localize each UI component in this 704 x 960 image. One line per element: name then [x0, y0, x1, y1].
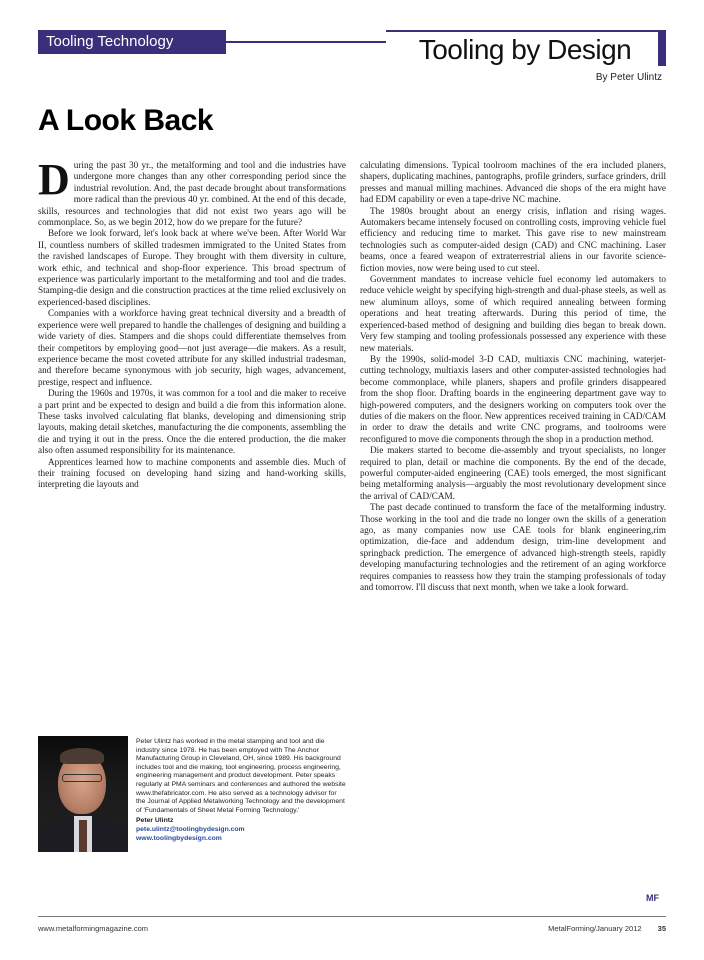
author-bio — [38, 736, 346, 912]
end-mark: MF — [646, 893, 659, 903]
footer-issue — [548, 924, 666, 933]
column-title: Tooling by Design — [386, 30, 666, 66]
paragraph: Government mandates to increase vehicle fuel economy led automakers to reduce vehicle weight by specifying high-strength and dual-phase steels, as well as new aluminum alloys, some of which required annealing between forming operations and heat treating afterwards. During this period of time, the experienced-based method of designing and building dies began to break down. Very few stamping and tooling professionals possessed any experience with these new materials. — [360, 274, 666, 353]
paragraph: By the 1990s, solid-model 3-D CAD, multiaxis CNC machining, waterjet-cutting technology, multiaxis lasers and other computer-assisted technologies had become commonplace, while planers, shapers and profile grinders disappeared from the shop floor. Drafting boards in the engineering department gave way to high-powered computers, and the designers working on computers took over the duties of die makers on the floor. New apprentices received training in CAD/CAM in order to draw the details and write CNC programs, and toolrooms were reconfigured to move die components through the shop in a production method. — [360, 353, 666, 444]
author-photo — [38, 736, 128, 852]
headline: A Look Back — [38, 104, 214, 137]
column-title-box — [384, 30, 666, 66]
page-number: 35 — [657, 924, 666, 933]
paragraph: calculating dimensions. Typical toolroom machines of the era included planers, shapers, duplicating machines, pantographs, profile grinders, surface grinders, drill presses and manual milling machines. Advanced die shops of the era might have had EDM capability or even a tape-drive NC machine. — [360, 160, 666, 205]
author-bio-text — [136, 738, 346, 843]
paragraph: During the 1960s and 1970s, it was common for a tool and die maker to receive a part print and be expected to design and build a die from this information alone. These tasks involved calculating flat blanks, developing and dimensioning strip layouts, making detail sketches, manufacturing the die components, assembling the die and trying it out in the press. Once the die entered production, the die maker also often assumed responsibility for its maintenance. — [38, 388, 346, 456]
section-rule — [226, 41, 386, 43]
paragraph: Companies with a workforce having great technical diversity and a breadth of experience were well prepared to handle the challenges of designing and building a wide variety of dies. Stampers and die shops could differentiate themselves from their competitors by employing good—not just average—die makers. As a result, experience became the most coveted attribute for any skilled industrial tradesman, and therefore became synonymous with job security, high wages, advancement, prestige, respect and influence. — [38, 308, 346, 387]
paragraph: The 1980s brought about an energy crisis, inflation and rising wages. Automakers became intensely focused on controlling costs, improving vehicle fuel efficiency and reducing time to market. This gave rise to new mainstream technologies such as computer-aided design (CAD) and CNC machining. Laser beams, once a feared weapon of extraterrestrial aliens in our favorite science-fiction movies, now were being used to cut steel. — [360, 205, 666, 273]
section-label: Tooling Technology — [38, 30, 226, 54]
author-email-link[interactable]: pete.ulintz@toolingbydesign.com — [136, 825, 245, 833]
column-title-accent — [658, 30, 666, 66]
paragraph: The past decade continued to transform the face of the metalforming industry. Those working in the tool and die trade no longer own the skills of a generation ago, as many companies now use CAE tools for blank engineering,rim optimization, die-face and addendum design, trim-line development and springback prediction. The emergence of advanced high-strength steels, rapidly developing manufacturing technologies and the retirement of an aging workforce requires companies to reassess how they train the stamping professionals of today and tomorrow. I'll discuss that next month, when we take a look forward. — [360, 502, 666, 593]
article-column-right — [360, 160, 666, 912]
paragraph: Die makers started to become die-assembly and tryout specialists, no longer required to plan, detail or machine die components. By the end of the decade, powerful computer-aided engineering (CAE) tools emerged, the most significant being metalforming analysis—arguably the most revolutionary development since the arrival of CAD/CAM. — [360, 445, 666, 501]
author-name: Peter Ulintz — [136, 817, 174, 825]
paragraph: Apprentices learned how to machine components and assemble dies. Much of their training focused on developing hand sizing and hand-working skills, interpreting die layouts and — [38, 456, 346, 490]
footer-url[interactable]: www.metalformingmagazine.com — [38, 924, 149, 933]
paragraph: Before we look forward, let's look back at where we've been. After World War II, countless numbers of skilled tradesmen immigrated to the United States from the ravished landscapes of Europe. They brought with them diversity in culture, work ethic, and technical and shop-floor experience. This broad spectrum of experience was particularly important to the metalforming and tool and die trades. Stamping-die design and die construction practices at the time relied exclusively on experienced-based disciplines. — [38, 228, 346, 307]
footer-rule — [38, 916, 666, 917]
author-website-link[interactable]: www.toolingbydesign.com — [136, 834, 222, 842]
article-column-left — [38, 160, 346, 730]
footer-issue-label: MetalForming/January 2012 — [548, 924, 642, 933]
bio-paragraph: Peter Ulintz has worked in the metal stamping and tool and die industry since 1978. He has been employed with The Anchor Manufacturing Group in Cleveland, OH, since 1989. His background includes tool and die making, tool engineering, process engineering, engineering management and product development. Peter speaks regularly at PMA seminars and conferences and authored the website www.thefabricator.com. He also served as a technology advisor for the Journal of Applied Metalworking Technology and the development of 'Fundamentals of Sheet Metal Forming Technology.' — [136, 738, 346, 814]
byline: By Peter Ulintz — [595, 72, 662, 83]
paragraph: During the past 30 yr., the metalforming and tool and die industries have undergone more changes than any other corresponding period since the industrial revolution. And, the past decade brought about transformations more radical than the previous 40 yr. combined. At the end of this decade, skills, resources and technologies that did not exist two years ago will be commonplace. So, as we begin 2012, how do we prepare for the future? — [38, 160, 346, 228]
drop-cap: D — [38, 160, 70, 204]
